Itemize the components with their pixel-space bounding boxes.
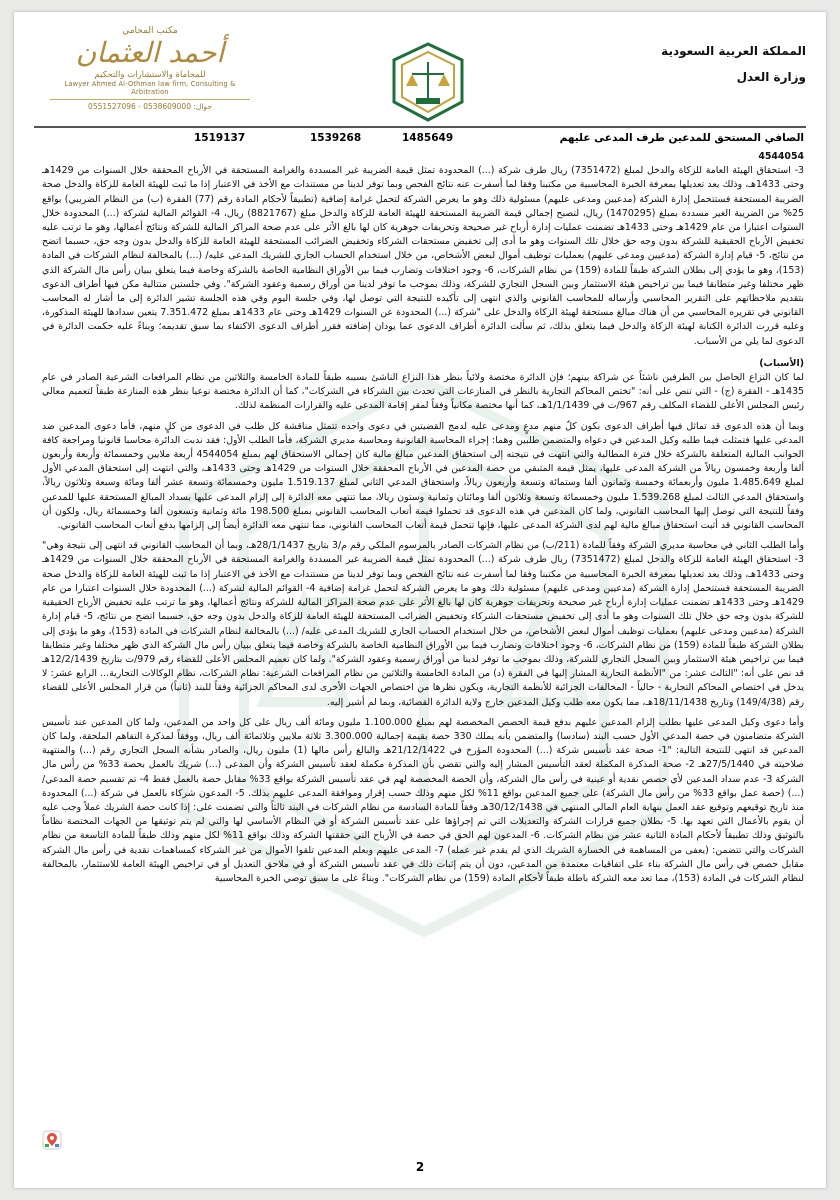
summary-value-2: 1539268 [310, 132, 362, 144]
firm-phones: جوال: 0538609000 - 0551527096 [50, 99, 250, 111]
paragraph-findings: 3- استحقاق الهيئة العامة للزكاة والدخل لمبلغ (7351472) ريال طرف شركة (...) المحدودة تمثل قيمة الضريبة غير المسددة والغرامة المستحقة في الأرباح المحققة خلال السنوات من 1429هـ وحتى 1433هـ، وذلك بعد تعديلها بمعرفة الخبرة المحاسبية من مكتبنا وفقا لما أسفرت عنه نتائج الفحص وبما توفر لدينا من مستندات مع الأخذ في الاعتبار إذا ما ثبت للهيئة العامة للزكاة والدخل صحة الضريبة المستحقة فستتحمل إدارة الشركة (مدعيين ومدعى عليهم) مسئولية ذلك وهو ما يعرض الشركة لتحمل غرامة إضافية (تطبيقاً لأحكام المادة رقم (77) الفقرة (ب) من النظام الضريبي) بواقع 25% من الضريبة الغير مسددة بمبلغ (1470295) ريال، لتصبح إجمالي قيمة الضريبة المستحقة للهيئة العامة للزكاة والدخل مبلغ (8821767) ريال، 4- القوائم المالية لشركة (...) المحدودة خلال السنوات اعتبارا من عام 1429هـ وحتى 1433هـ تضمنت عمليات إدارة أرباح غير صحيحة وتحريفات جوهرية كان لها بالغ الأثر على عدم صحة المراكز المالية للشركة ونتائج أعمالها، وهو ما ترتب عليه تخفيض الأرباح الحقيقية للشركة بدون وجه حق خلال تلك السنوات وهو ما أدى إلى تخفيض مستحقات الشركاء وتخفيض الضرائب المستحقة للهيئة العامة للزكاة والدخل بدون وجه حق، حسبما اتضح من نتائج، 5- قيام إدارة الشركة (مدعيين ومدعى عليهم) بعمليات توظيف أموال لبعض الأشخاص، من خلال استخدام الحساب الجاري للشريك المدعى عليه/ (...) بالمخالفة لنظام الشركات في المادة (153)، وهو ما يؤدي إلى بطلان الشركة طبقاً للمادة (159) من نظام الشركات، 6- وجود اختلافات وتضارب فيما بين الأوراق النظامية الخاصة بالشركة وخاصة فيما يتعلق ببيان رأس مال الشركة الذي ظهر مختلفا وغير متطابقا فيما بين تراخيص هيئة الاستثمار وبين السجل التجاري للشركة، وذلك بموجب ما توفر لدينا من أوراق رسمية وعقود الشركة". وفي جلستين متتالية مكن فيها أطراف الدعوى بتقديم ملاحظاتهم على التقرير المحاسبي وأرساله للمحاسب القانوني والذي انتهى إلى تأكيده للنتيجة التي توصل لها، وفي جلسة اليوم وفي هذه الجلسة تشير الدائرة إلى ما أشار له المحاسب القانوني في تقريره المحاسبي من أن هناك مبالغ مستحقة لهيئة الزكاة والدخل على "شركة (...) المحدودة عن السنوات 1429هـ وحتى عام 1433هـ بمبلغ 7.351.472 يتعين سدادها للهيئة المذكورة، وعليه قررت الدائرة الكتابة لهيئة الزكاة والدخل فيما يتعلق بذلك، ثم سألت الدائرة أطراف الدعوى عما يودان إضافته فقرر أطراف الدعوى الاكتفاء بما سبق تقديمه؛ وبناءً عليه حكمت الدائرة في الدعوى لما يلي من الأسباب. [42, 165, 805, 347]
summary-value-3: 1485649 [402, 132, 454, 144]
paragraph-first-request: وبما أن هذه الدعوى قد تماثل فيها أطراف الدعوى بكون كلٌ منهم مدعٍ ومدعى عليه لدمج القضيتين في دعوى واحده تتمثل مناقشة كل طلب في الدعوى من كلٍ منهم، فأما دعوى المدعين ضد المدعى عليها فتمثلت فيما طلبه وكيل المدعين في دعواه والمتضمن طلبين وهما: إجراء المحاسبة القانونية ومحاسبة مديري الشركة، فأما الطلب الأول: فقد ندبت الدائرة محاسبا قانونيا ومراجعة كافة الجوانب المالية المتعلقة بالشركة خلال فترة المطالبة والتي انتهت في نتيجته إلى استحقاق المدعين مبالغ مالية كان إجمالي الاستحقاق لهم بمبلغ 4544054 أربعة ملايين وخمسمائة وأربعة وأربعون ألفا وأربعة وخمسون ريالاً من الشركة المدعى عليها، يمثل قيمة المتبقي من حصة المدعين في الأرباح المحققة خلال السنوات من 1429هـ وحتى 1433هـ، والتي انتهت إلى استحقاق المدعي الأول لمبلغ 1.485.649 مليون وأربعمائة وخمسة وثمانون ألفا وستمائة وتسعة وأربعون ريالاً، واستحقاق المدعي الثاني لمبلغ 1.519.137 مليون وخمسمائة وتسعة عشر ألفا ومائة وسبعة وثلاثون ريالاً، واستحقاق المدعي الثالث لمبلغ 1.539.268 مليون وخمسمائة وتسعة وثلاثون ألفا ومائتان وثمانية وستون ريالا، مما تنتهي معه الدائرة إلى إلزام المدعى عليها بسداد المبالغ المستحقة عليها للمدعين وفقاً للنتيجة التي توصل إليها المحاسب القانوني، ولما كان المدعين في هذه الدعوى قد تحملوا قيمة أتعاب المحاسب القانوني بمبلغ 198.500 مائة وثمانية وتسعون ألفا وخمسمائة ريال، ولكون أن المحاسب القانوني قد أثبت استحقاق مبالغ مالية لهم لدى الشركة المدعى عليها، فإنها تتحمل قيمة أتعاب المحاسب القانوني، مما تنتهي معه الدائرة أيضاً إلى إلزامها بدفع أتعاب المحاسب القانوني. [42, 420, 804, 532]
summary-label: الصافي المستحق للمدعين طرف المدعى عليهم [559, 132, 804, 144]
page-number: 2 [415, 1160, 425, 1174]
paragraph-jurisdiction: لما كان النزاع الحاصل بين الطرفين ناشئاً عن شراكة بينهم؛ فإن الدائرة مختصة ولائياً بنظر هذا النزاع الناشئ بسببه طبقاً للمادة الخامسة والثلاثين من نظام المرافعات الشرعية الصادر في عام 1435هـ - الفقرة (ج) - التي تنص على أنه: "تختص المحاكم التجارية بالنظر في المنازعات التي تحدث بين الشركاء في الشركات"، كما أن الدائرة مختصة نوعيا بنظر هذه المنازعة طبقاً لتعميم معالي رئيس المجلس الأعلى للقضاء المكلف رقم 967/ت في 1/1/1439هـ، كما أنها مختصة مكانياً وفقاً لمقر إقامة المدعى عليه والقرارات المنظمة لذلك. [42, 372, 804, 412]
firm-tagline: للمحاماة والاستشارات والتحكيم [94, 70, 206, 80]
firm-english-name: Lawyer Ahmed Al-Othman law firm, Consulting & Arbitration [64, 80, 236, 96]
document-page [14, 12, 826, 1188]
summary-value-1: 1519137 [194, 132, 246, 144]
header-ministry-block [661, 38, 806, 90]
law-firm-logo [50, 26, 250, 111]
judgment-body [42, 144, 804, 892]
summary-total: 4544054 [758, 151, 804, 162]
firm-office-label: مكتب المحامي [122, 26, 178, 36]
reasons-heading: (الأسباب) [759, 357, 804, 369]
header-divider [34, 126, 806, 128]
paragraph-second-request: وأما الطلب الثاني في محاسبة مديري الشركة وفقاً للمادة (211/ب) من نظام الشركات الصادر بالمرسوم الملكي رقم م/3 بتاريخ 28/1/1437هـ، وبما أن المحاسب القانوني قد انتهى إلى نتيجة وهي" 3- استحقاق الهيئة العامة للزكاة والدخل لمبلغ (7351472) ريال طرف شركة (...) المحدودة تمثل قيمة الضريبة غير المسددة والغرامة المستحقة في الأرباح المحققة خلال السنوات من 1429هـ وحتى 1433هـ، وذلك بعد تعديلها بمعرفة الخبرة المحاسبية من مكتبنا وفقا لما أسفرت عنه نتائج الفحص وبما توفر لدينا من مستندات مع الأخذ في الاعتبار إذا ما ثبت للهيئة العامة للزكاة والدخل صحة الضريبة المستحقة فستتحمل إدارة الشركة (مدعيين ومدعى عليهم) مسئولية ذلك وهو ما يعرض الشركة لتحمل غرامة إضافية 4- القوائم المالية لشركة (...) المحدودة خلال السنوات اعتبارا من عام 1429هـ وحتى 1433هـ تضمنت عمليات إدارة أرباح غير صحيحة وتحريفات جوهرية كان لها بالغ الأثر على عدم صحة المراكز المالية للشركة ونتائج أعمالها، وهو ما ترتب عليه تخفيض الأرباح الحقيقية للشركة بدون وجه حق خلال تلك السنوات وهو ما أدى إلى تخفيض مستحقات الشركاء وتخفيض الضرائب المستحقة للهيئة العامة للزكاة والدخل بدون وجه حق، حسبما اتضح من نتائج، 5- قيام إدارة الشركة (مدعيين ومدعى عليهم) بعمليات توظيف أموال لبعض الأشخاص، من خلال استخدام الحساب الجاري للشريك المدعى عليه/ (...) بالمخالفة لنظام الشركات في المادة (153)، وهو ما يؤدي إلى بطلان الشركة طبقاً للمادة (159) من نظام الشركات، 6- وجود اختلافات وتضارب فيما بين الأوراق النظامية الخاصة بالشركة وخاصة فيما يتعلق ببيان رأس مال الشركة الذي ظهر مختلفا وغير متطابقا فيما بين تراخيص هيئة الاستثمار وبين السجل التجاري للشركة، وذلك بموجب ما توفر لدينا من أوراق رسمية وعقود الشركة". ولما كان تعميم المجلس الأعلى للقضاء رقم 979/ت بتاريخ 12/2/1439هـ قد نص على أنه: "الثالث عشر: من "الأنظمة التجارية المشار إليها في الفقرة (د) من المادة الخامسة والثلاثين من نظام المرافعات الشرعية: نظام الشركات، نظام الوكالات التجارية... الرابع عشر: لا يدخل في اختصاص المحاكم التجارية - حالياً - المخالفات الجزائية للأنظمة التجارية، ويكون نظرها من اختصاص الجهات الأخرى لدى المحاكم الجزائية وفقاً للبند (ثانياً) من قرار المجلس الأعلى للقضاء رقم (149/4/38) وتاريخ 18/11/1438هـ، مما يكون معه طلب وكيل المدعين خارج ولاية الدائرة القضائية، وبما لم أشير إليه. [42, 540, 805, 708]
paragraph-counterclaim: وأما دعوى وكيل المدعى عليها بطلب إلزام المدعين عليهم بدفع قيمة الحصص المخصصة لهم بمبلغ 1.100.000 مليون ومائة ألف ريال على كل واحد من المدعين، ولما كان المدعين عند تأسيس الشركة متضامنون في حصة المدعي الأول حسب البند (سادسا) والمتضمن بأنه يملك 330 حصة بقيمة إجمالية 3.300.000 ثلاثة ملايين وثلاثمائة ألف ريال، ووفقاً لمذكرة التفاهم الملحقة، ولما كان المدعين قد انتهى للنتيجة التالية: "1- صحة عقد تأسيس شركة (...) المحدودة المؤرخ في 21/12/1422هـ والبالغ رأس مالها (1) مليون ريال، والصادر بشأنه السجل التجاري رقم (...) والمنتهية صلاحيته في 27/5/1440هـ 2- صحة المذكرة المكملة لعقد التأسيس المشار إليه والتي تقضي بأن المذكرة مكملة لعقد تأسيس الشركة وأن المدعى (...) شريك بالعمل بحصة 33% من رأس مال الشركة 3- عدم سداد المدعين لأي حصص نقدية أو عينية في رأس مال الشركة، وأن الحصة المخصصة لهم في عقد تأسيس الشركة بواقع 33% مقابل حصة بالعمل فقط 4- تم تقسيم حصة المدعي/ (...) (حصة عمل بواقع 33% من رأس مال الشركة) على جميع المدعين بواقع 11% لكل منهم وذلك حسب إقرار وموافقة المدعى عليهم بذلك. 5- المدعون شركاء بالعمل في شركة (...) المحدودة منذ تاريخ توقيعهم وتوقيع عقد العمل بنهاية العام المالي المنتهي في 30/12/1438هـ وفقاً للمادة السادسة من نظام الشركات في البند ثالثاً والتي تضمنت على: إذا كانت حصة الشريك عملاً وجب عليه أن يقوم بالأعمال التي تعهد بها. 5- بطلان جميع قرارات الشركة والتعديلات التي تم إجراؤها على عقد تأسيس الشركة أو في النظام الأساسي لها والتي لم يتم توثيقها من الجهات المختصة نظاماً بالتوثيق وذلك تطبيقاً لأحكام المادة الثانية عشر من نظام الشركات. 6- المدعون لهم الحق في حصة في الأرباح التي حققتها الشركة وذلك بواقع 11% لكل منهم وذلك طبقاً للمادة التاسعة من نظام الشركات والتي تتضمن: (يعفى من المساهمة في الخسارة الشريك الذي لم يقدم غير عمله) 7- المدعى عليهم وبعلم المدعين تلقوا الأموال من غير الشركاء كمساهمات نقدية في رأس مال الشركة مقابل حصص في رأس مال الشركة بناء على اتفاقيات معتمدة من المدعين، دون أن يتم إثبات ذلك في عقد تأسيس الشركة أو في ملاحق التعديل أو في تراخيص الهيئة العامة للاستثمار، بالمخالفة لنظام الشركات في المادة (153)، مما تعد معه الشركة باطلة طبقاً لأحكام المادة (159) من نظام الشركات". وبناءً على ما سبق توصي الخبرة المحاسبية [42, 716, 804, 884]
kingdom-title: المملكة العربية السعودية [661, 44, 806, 58]
ministry-of-justice-logo [390, 40, 466, 124]
maps-app-icon[interactable] [42, 1130, 62, 1150]
firm-name: أحمد العثمان [75, 36, 225, 69]
ministry-title: وزارة العدل [736, 70, 806, 84]
